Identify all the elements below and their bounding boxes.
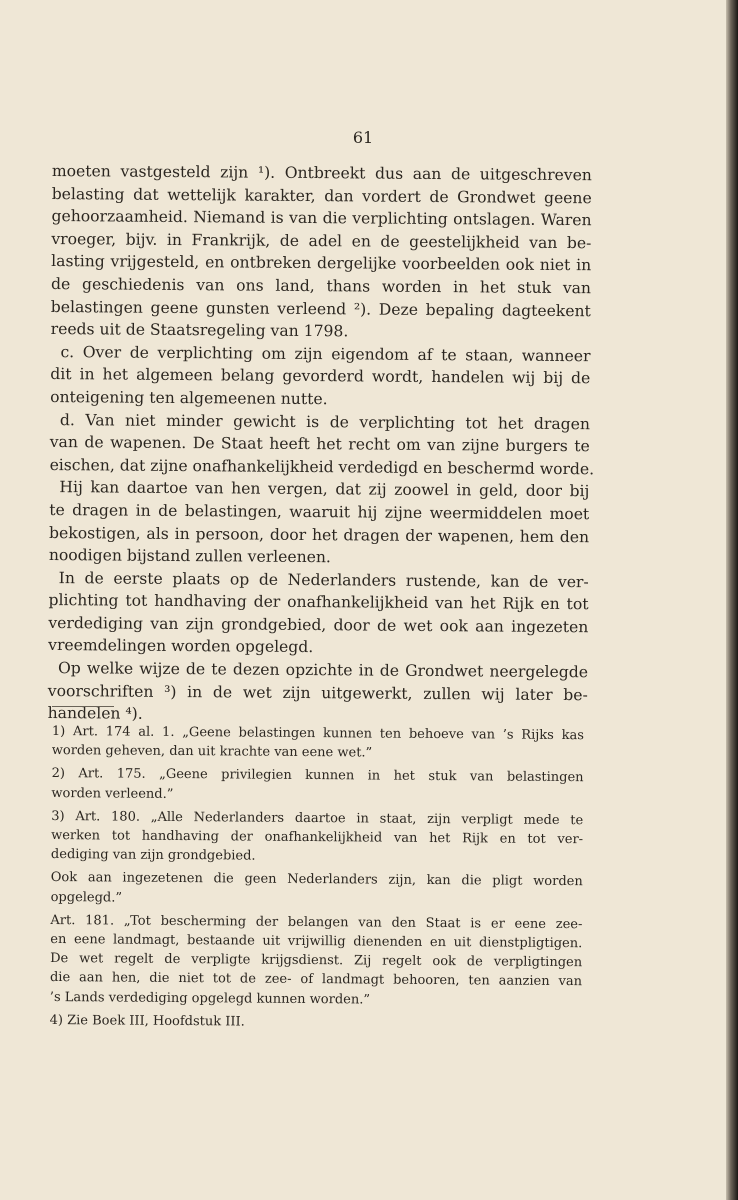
body-line: c. Over de verplichting om zijn eigendom af te staan, wanneer — [60, 342, 591, 365]
body-line: vroeger, bijv. in Frankrijk, de adel en de geestelijkheid van be- — [51, 229, 592, 253]
body-line: gehoorzaamheid. Niemand is van die verplichting ontslagen. Waren — [51, 207, 592, 230]
body-line: Hij kan daartoe van hen vergen, dat zij zoowel in geld, door bij — [59, 478, 590, 501]
footnote-line: opgelegd.” — [50, 889, 123, 906]
footnote-line: worden verleend.” — [51, 785, 174, 802]
footnote-line: 4) Zie Boek III, Hoofdstuk III. — [49, 1012, 245, 1030]
body-line: eischen, dat zijne onafhankelijkheid verdedigd en beschermd worde. — [49, 455, 595, 478]
footnotes — [50, 722, 584, 1034]
footnote-line: werken tot handhaving der onafhankelijkheid van het Rijk en tot ver- — [51, 828, 584, 848]
body-line: In de eerste plaats op de Nederlanders rustende, kan de ver- — [58, 568, 589, 591]
page-edge-shadow — [726, 0, 738, 1200]
body-line: de geschiedenis van ons land, thans worden in het stuk van — [50, 274, 592, 298]
footnote-line: De wet regelt de verpligte krijgsdienst. Zij regelt ook de verpligtingen — [50, 951, 583, 971]
footnote-line: 3) Art. 180. „Alle Nederlanders daartoe in staat, zijn verpligt mede te — [51, 808, 584, 828]
body-line: vreemdelingen worden opgelegd. — [48, 636, 314, 657]
body-line: Op welke wijze de te dezen opzichte in de Grondwet neergelegde — [57, 659, 589, 682]
body-line: noodigen bijstand zullen verleenen. — [48, 546, 331, 567]
body-line: handelen ⁴). — [47, 704, 143, 723]
body-line: voorschriften ³) in de wet zijn uitgewerkt, zullen wij later be- — [47, 681, 588, 704]
body-line: te dragen in de belastingen, waaruit hij zijne weermiddelen moet — [49, 500, 590, 524]
body-line: belastingen geene gunsten verleend ²). Deze bepaling dagteekent — [50, 297, 591, 320]
footnote-line: Ook aan ingezetenen die geen Nederlanders zijn, kan die pligt worden — [50, 870, 583, 890]
body-line: belasting dat wettelijk karakter, dan vordert de Grondwet geene — [51, 184, 592, 207]
body-line: moeten vastgesteld zijn ¹). Ontbreekt dus aan de uitgeschreven — [51, 161, 592, 185]
body-line: dit in het algemeen belang gevorderd wordt, handelen wij bij de — [50, 365, 591, 388]
footnote-line: Art. 181. „Tot bescherming der belangen van den Staat is er eene zee- — [50, 912, 583, 933]
body-line: d. Van niet minder gewicht is de verplichting tot het dragen — [59, 410, 591, 433]
page-number: 61 — [352, 128, 374, 147]
body-text — [47, 160, 595, 729]
footnote-separator — [52, 706, 114, 707]
body-line: van de wapenen. De Staat heeft het recht om van zijne burgers te — [49, 433, 590, 456]
footnote-line: worden geheven, dan uit krachte van eene wet.” — [51, 743, 373, 761]
footnote-line: dediging van zijn grondgebied. — [50, 847, 256, 864]
body-line: reeds uit de Staatsregeling van 1798. — [50, 320, 349, 341]
body-line: bekostigen, als in persoon, door het dragen der wapenen, hem den — [49, 523, 590, 546]
footnote-line: 2) Art. 175. „Geene privilegien kunnen in het stuk van belastingen — [51, 766, 584, 786]
footnote-line: die aan hen, die niet tot de zee- of landmagt behooren, ten aanzien van — [49, 970, 583, 990]
body-line: onteigening ten algemeenen nutte. — [50, 387, 328, 409]
footnote-line: ’s Lands verdediging opgelegd kunnen worden.” — [49, 989, 371, 1008]
body-line: plichting tot handhaving der onafhankelijkheid van het Rijk en tot — [48, 591, 589, 614]
footnote-line: 1) Art. 174 al. 1. „Geene belastingen kunnen ten behoeve van ’s Rijks kas — [51, 723, 584, 744]
body-line: verdediging van zijn grondgebied, door de wet ook aan ingezeten — [48, 613, 589, 637]
footnote-line: en eene landmagt, bestaande uit vrijwillig dienenden en uit dienstpligtigen. — [50, 932, 583, 952]
body-line: lasting vrijgesteld, en ontbreken dergelijke voorbeelden ook niet in — [51, 252, 592, 275]
